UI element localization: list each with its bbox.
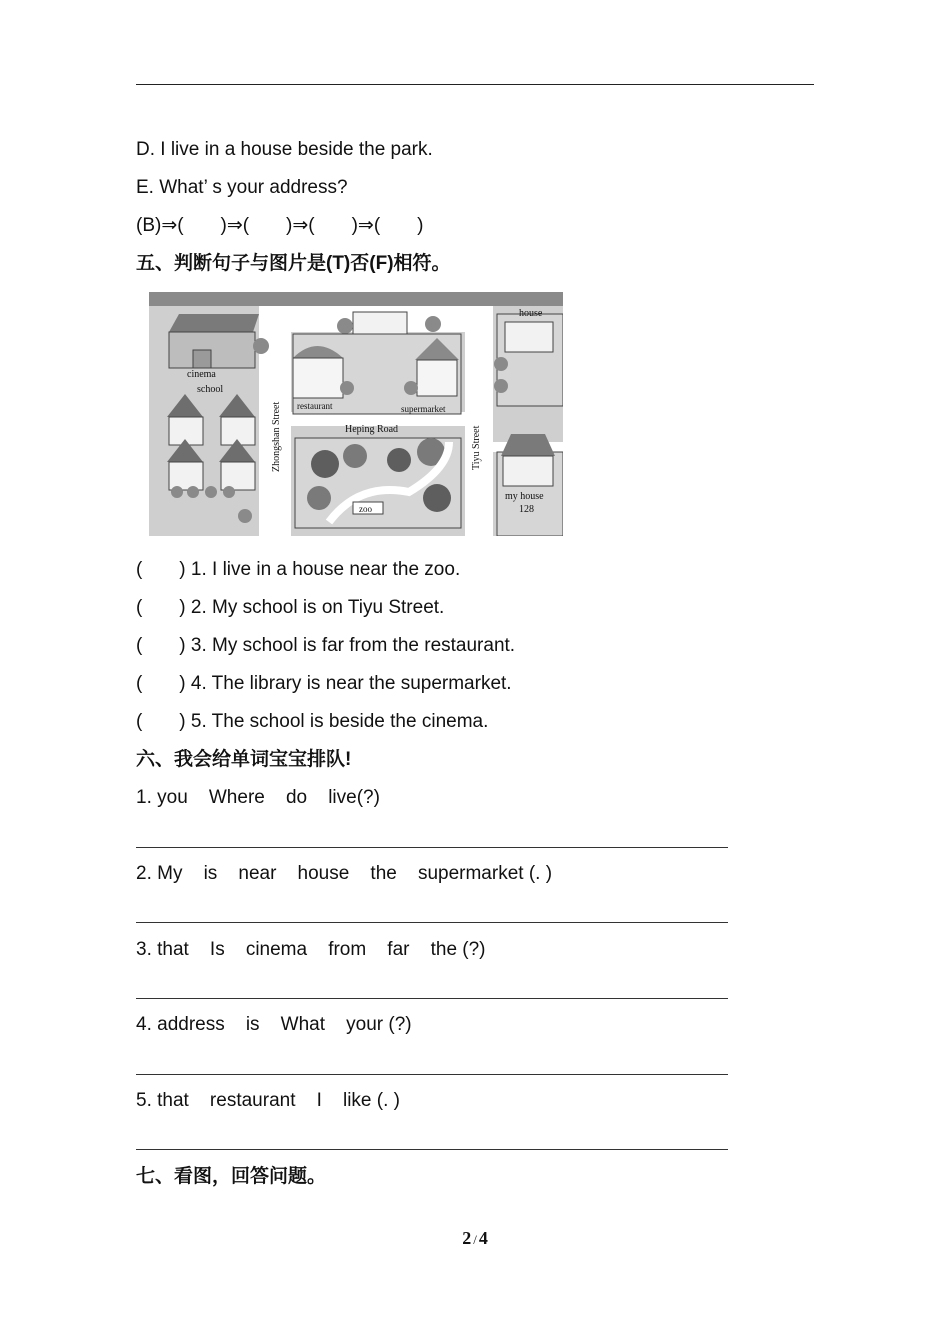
judge-item-1: ( ) 1. I live in a house near the zoo.	[136, 559, 461, 580]
answer-line-5[interactable]	[136, 1149, 728, 1150]
order-item-2: 2. My is near house the supermarket (. )	[136, 863, 553, 884]
judge-item-2: ( ) 2. My school is on Tiyu Street.	[136, 597, 445, 618]
page-current: 2	[462, 1228, 472, 1248]
answer-line-2[interactable]	[136, 922, 728, 923]
tiyu-street-label: Tiyu Street	[471, 425, 482, 470]
option-d: D. I live in a house beside the park.	[136, 139, 433, 160]
page-total: 4	[478, 1228, 488, 1248]
zhongshan-street-label: Zhongshan Street	[271, 401, 282, 472]
option-e: E. What’ s your address?	[136, 177, 348, 198]
house-number-label: 128	[519, 504, 534, 515]
section6-title: 六、我会给单词宝宝排队!	[136, 749, 352, 770]
judge-item-3: ( ) 3. My school is far from the restaurant.	[136, 635, 516, 656]
section7-title: 七、看图，回答问题。	[136, 1166, 327, 1187]
section5-title: 五、判断句子与图片是(T)否(F)相符。	[136, 253, 451, 274]
school-label: school	[197, 384, 224, 395]
restaurant-label: restaurant	[297, 401, 333, 411]
order-blanks: (B)⇒( )⇒( )⇒( )⇒( )	[136, 215, 424, 236]
page-number	[0, 1228, 950, 1249]
answer-line-1[interactable]	[136, 847, 728, 848]
order-item-4: 4. address is What your (?)	[136, 1014, 412, 1035]
judge-item-5: ( ) 5. The school is beside the cinema.	[136, 711, 489, 732]
answer-line-4[interactable]	[136, 1074, 728, 1075]
judge-item-4: ( ) 4. The library is near the supermarket.	[136, 673, 512, 694]
page-separator: /	[473, 1232, 477, 1247]
supermarket-label: supermarket	[401, 404, 446, 414]
zoo-label: zoo	[359, 504, 372, 514]
my-house-label: my house	[505, 491, 544, 502]
house-label: house	[519, 308, 543, 319]
order-item-5: 5. that restaurant I like (. )	[136, 1090, 400, 1111]
town-map-image	[149, 292, 563, 536]
heping-road-label: Heping Road	[345, 424, 399, 435]
cinema-label: cinema	[187, 369, 216, 380]
order-item-1: 1. you Where do live(?)	[136, 787, 380, 808]
order-item-3: 3. that Is cinema from far the (?)	[136, 939, 486, 960]
header-rule	[136, 84, 814, 85]
answer-line-3[interactable]	[136, 998, 728, 999]
